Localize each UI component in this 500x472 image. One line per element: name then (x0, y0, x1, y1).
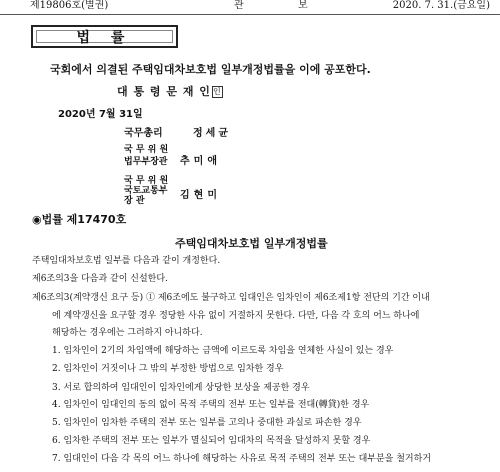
promulgation-date: 2020년 7월 31일 (58, 109, 143, 120)
pm-name: 정세균 (193, 128, 231, 139)
gazette-title-left: 관 (234, 0, 244, 11)
law-title: 주택임대차보호법 일부개정법률 (175, 237, 328, 250)
list-item: 4. 임차인이 임대인의 동의 없이 목적 주택의 전부 또는 일부를 전대(轉貸)한 경우 (52, 400, 370, 410)
president-signature (117, 83, 223, 99)
molit-role-line3: 장 관 (124, 196, 145, 206)
pm-role: 국무총리 (124, 128, 163, 139)
body-line: 해당하는 경우에는 그러하지 아니하다. (52, 328, 203, 338)
body-line: 제6조의3을 다음과 같이 신설한다. (32, 274, 168, 284)
law-number: ◉법률 제17470호 (32, 213, 127, 226)
list-item: 2. 임차인이 거짓이나 그 밖의 부정한 방법으로 임차한 경우 (52, 364, 284, 374)
body-line: 주택임대차보호법 일부를 다음과 같이 개정한다. (32, 256, 221, 266)
justice-role-line2: 법무부장관 (124, 157, 168, 167)
list-item: 7. 임대인이 다음 각 목의 어느 하나에 해당하는 사유로 목적 주택의 전부 또는 대부분을 철거하거 (52, 454, 432, 464)
gazette-header (0, 0, 500, 15)
body-line: 제6조의3(계약갱신 요구 등) ① 제6조에도 불구하고 임대인은 임차인이 제6조제1항 전단의 기간 이내 (32, 293, 430, 303)
list-item: 5. 임차인이 임차한 주택의 전부 또는 일부를 고의나 중대한 과실로 파손한 경우 (52, 418, 362, 428)
issue-date: 2020. 7. 31.(금요일) (392, 0, 490, 11)
president-name: 대 통 령 문 재 인 (117, 85, 211, 98)
justice-minister-name: 추미애 (180, 156, 221, 167)
molit-role-line1: 국 무 위 원 (124, 176, 169, 186)
list-item: 3. 서로 합의하여 임대인이 임차인에게 상당한 보상을 제공한 경우 (52, 383, 310, 393)
justice-role-line1: 국 무 위 원 (124, 145, 169, 155)
seal-icon: 인 (213, 87, 222, 96)
list-item: 6. 임차한 주택의 전부 또는 일부가 멸실되어 임대차의 목적을 달성하지 못할 경우 (52, 436, 371, 446)
molit-minister-name: 김현미 (180, 190, 221, 201)
body-line: 에 계약갱신을 요구할 경우 정당한 사유 없이 거절하지 못한다. 다만, 다음 각 호의 어느 하나에 (52, 311, 420, 321)
section-label-box (31, 25, 178, 48)
molit-role-line2: 국토교통부 (124, 186, 168, 196)
issue-number: 제19806호(별권) (30, 0, 109, 11)
gazette-title-right: 보 (298, 0, 308, 11)
section-label: 법 률 (76, 29, 133, 46)
promulgation-statement: 국회에서 의결된 주택임대차보호법 일부개정법률을 이에 공포한다. (50, 63, 371, 76)
list-item: 1. 임차인이 2기의 차임액에 해당하는 금액에 이르도록 차임을 연체한 사실이 있는 경우 (52, 346, 394, 356)
